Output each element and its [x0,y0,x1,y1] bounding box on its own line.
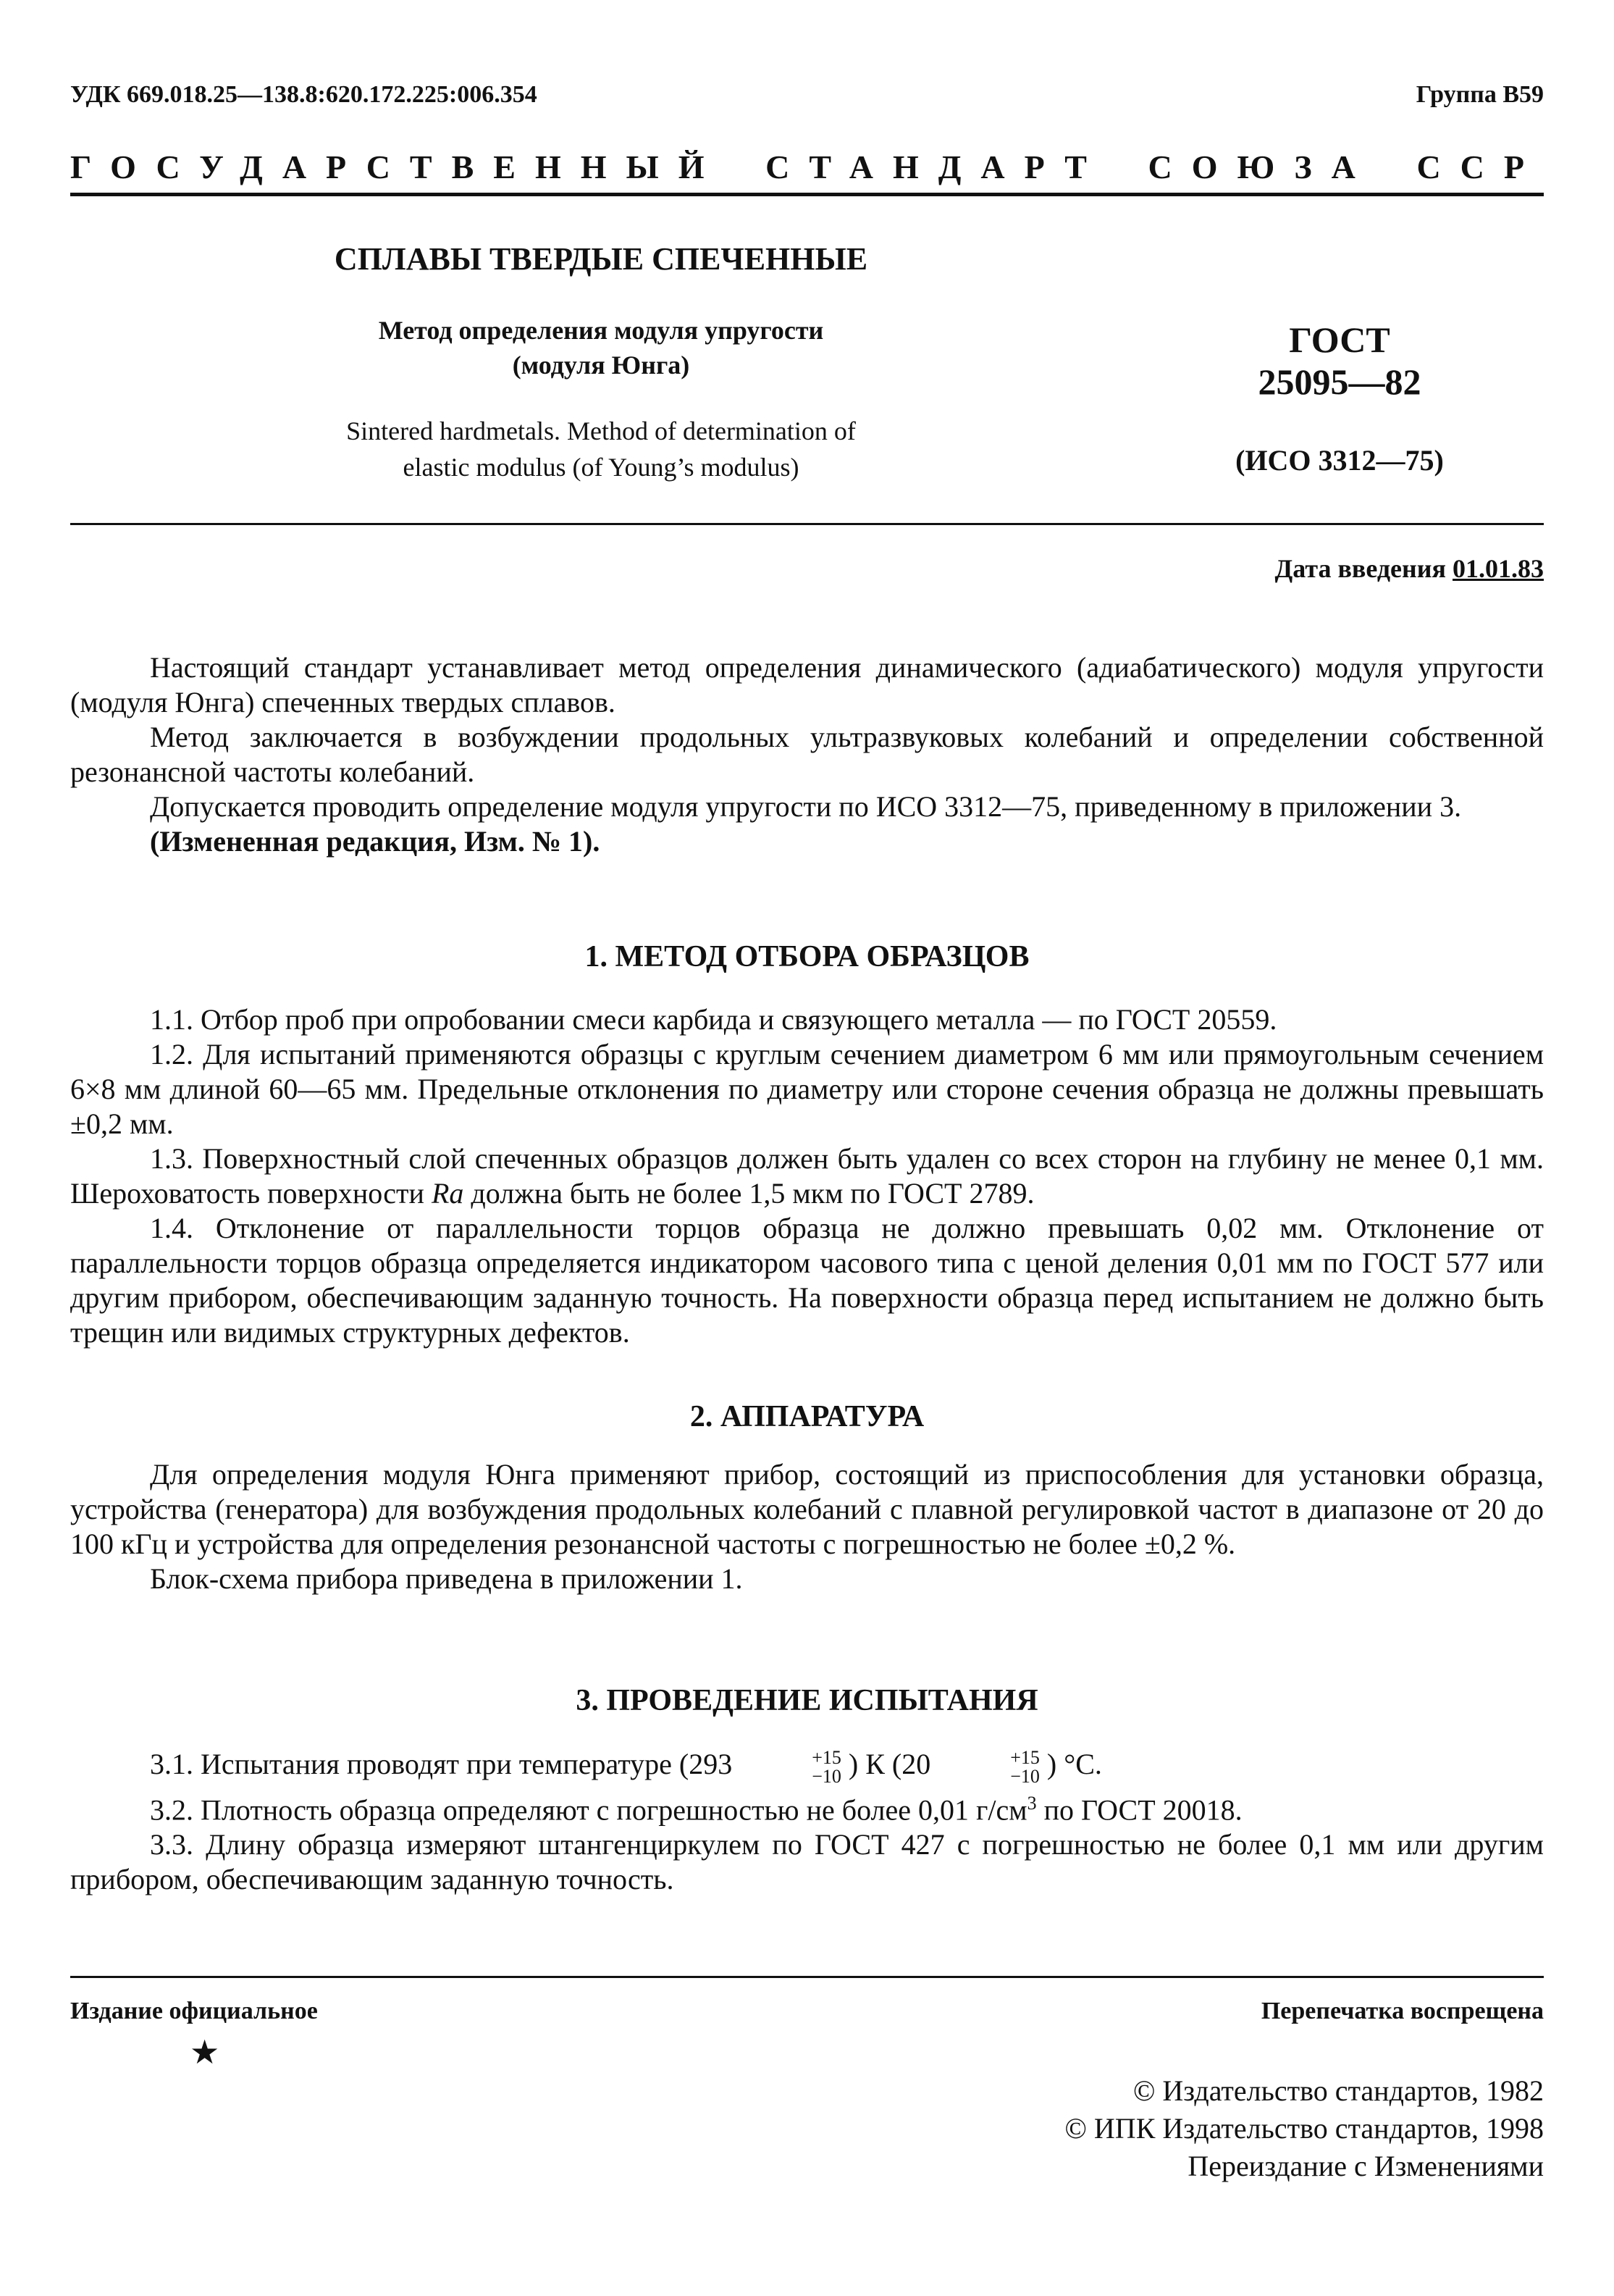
clause-text: должна быть не более 1,5 мкм по ГОСТ 2789. [463,1177,1035,1210]
section-3-body [70,1747,1544,1897]
gost-line: ГОСТ [1289,319,1390,360]
document-title: СПЛАВЫ ТВЕРДЫЕ СПЕЧЕННЫЕ [334,241,868,277]
clause-1-3 [70,1141,1544,1211]
star-icon: ★ [190,2034,220,2071]
amendment-note: (Измененная редакция, Изм. № 1). [150,825,600,858]
section-1-title: 1. МЕТОД ОТБОРА ОБРАЗЦОВ [584,940,1030,973]
unit-exponent: 3 [1027,1792,1037,1814]
intro-block [70,650,1544,859]
date-value: 01.01.83 [1453,554,1544,583]
intro-paragraph: Метод заключается в возбуждении продольных ультразвуковых колебаний и определении собственной резонансной частоты колебаний. [70,721,1544,788]
clause-1-4: 1.4. Отклонение от параллельности торцов образца не должно превышать 0,02 мм. Отклонение от параллельности торцов образца определяется индикатором часового типа с ценой деления 0,01 мм по ГОСТ 577 или другим прибором, обеспечивающим заданную точность. На поверхности образца перед испытанием не должно быть трещин или видимых структурных дефектов. [70,1212,1544,1349]
subtitle-line: Метод определения модуля упругости [378,316,824,345]
footer-rule [70,1976,1544,1978]
reissue-note: Переиздание с Изменениями [1188,2150,1544,2182]
english-title-line: Sintered hardmetals. Method of determination of [346,416,856,445]
clause-text: ) К (20 [841,1748,931,1780]
gost-number [1159,319,1521,403]
date-label: Дата введения [1274,554,1453,583]
section-2-title: 2. АППАРАТУРА [689,1400,925,1433]
section-2-body [70,1457,1544,1596]
official-edition-label: Издание официальное [70,1998,318,2024]
banner-word: ГОСУДАРСТВЕННЫЙ [70,148,724,185]
clause-3-3: 3.3. Длину образца измеряют штангенциркулем по ГОСТ 427 с погрешностью не более 0,1 мм или другим прибором, обеспечивающим заданную точность. [70,1828,1544,1896]
apparatus-paragraph: Для определения модуля Юнга применяют прибор, состоящий из приспособления для установки образца, устройства (генератора) для возбуждения продольных колебаний с плавной регулировкой частот в диапазоне от 20 до 100 кГц и устройства для определения резонансной частоты с погрешностью не более ±0,2 %. [70,1458,1544,1560]
subtitle-line: (модуля Юнга) [512,351,690,380]
clause-1-2: 1.2. Для испытаний применяются образцы с круглым сечением диаметром 6 мм или прямоугольным сечением 6×8 мм длиной 60—65 мм. Предельные отклонения по диаметру или стороне сечения образца не должны превышать ±0,2 мм. [70,1038,1544,1140]
tolerance-fraction [732,1748,841,1786]
intro-paragraph: Допускается проводить определение модуля упругости по ИСО 3312—75, приведенному в приложении 3. [150,790,1462,823]
english-title-line: elastic modulus (of Young’s modulus) [403,453,799,482]
tolerance-lower: −10 [812,1765,841,1787]
header-rule [70,193,1544,196]
group-code: Группа В59 [1416,81,1544,108]
clause-1-1: 1.1. Отбор проб при опробовании смеси карбида и связующего металла — по ГОСТ 20559. [150,1003,1277,1036]
iso-reference: (ИСО 3312—75) [1235,444,1444,477]
clause-3-1 [70,1747,1544,1786]
clause-text: 3.1. Испытания проводят при температуре (293 [150,1748,733,1780]
clause-text: по ГОСТ 20018. [1036,1793,1243,1827]
state-standard-banner [70,149,1544,185]
tolerance-lower: −10 [1010,1765,1040,1787]
section-3-title: 3. ПРОВЕДЕНИЕ ИСПЫТАНИЯ [576,1684,1038,1717]
intro-paragraph: Настоящий стандарт устанавливает метод определения динамического (адиабатического) модуля упругости (модуля Юнга) спеченных твердых сплавов. [70,651,1544,718]
tolerance-upper: +15 [812,1746,841,1768]
clause-text: 3.2. Плотность образца определяют с погрешностью не более 0,01 г/см [150,1793,1027,1827]
roughness-symbol: Ra [431,1177,464,1210]
document-subtitle [275,313,927,382]
banner-word: СТАНДАРТ [765,148,1106,185]
tolerance-upper: +15 [1010,1746,1040,1768]
gost-line: 25095—82 [1258,361,1421,402]
english-title [275,413,927,485]
apparatus-paragraph: Блок-схема прибора приведена в приложении 1. [150,1562,743,1595]
banner-word: СОЮЗА [1148,148,1375,185]
tolerance-fraction [930,1748,1040,1786]
clause-text: ) °С. [1039,1748,1102,1780]
udk-code: УДК 669.018.25—138.8:620.172.225:006.354 [70,81,537,108]
copyright-line: © Издательство стандартов, 1982 [1132,2074,1544,2107]
banner-word: ССР [1416,148,1544,185]
introduction-date [1275,553,1544,584]
title-rule [70,523,1544,525]
clause-text: 1.3. Поверхностный слой спеченных образцов должен быть удален со всех сторон на глубину не менее 0,1 мм. Шероховатость поверхности [70,1142,1544,1210]
copyright-line: © ИПК Издательство стандартов, 1998 [1064,2112,1544,2145]
section-1-body [70,1002,1544,1350]
clause-3-2 [70,1786,1544,1827]
reprint-prohibited-label: Перепечатка воспрещена [1261,1998,1544,2024]
